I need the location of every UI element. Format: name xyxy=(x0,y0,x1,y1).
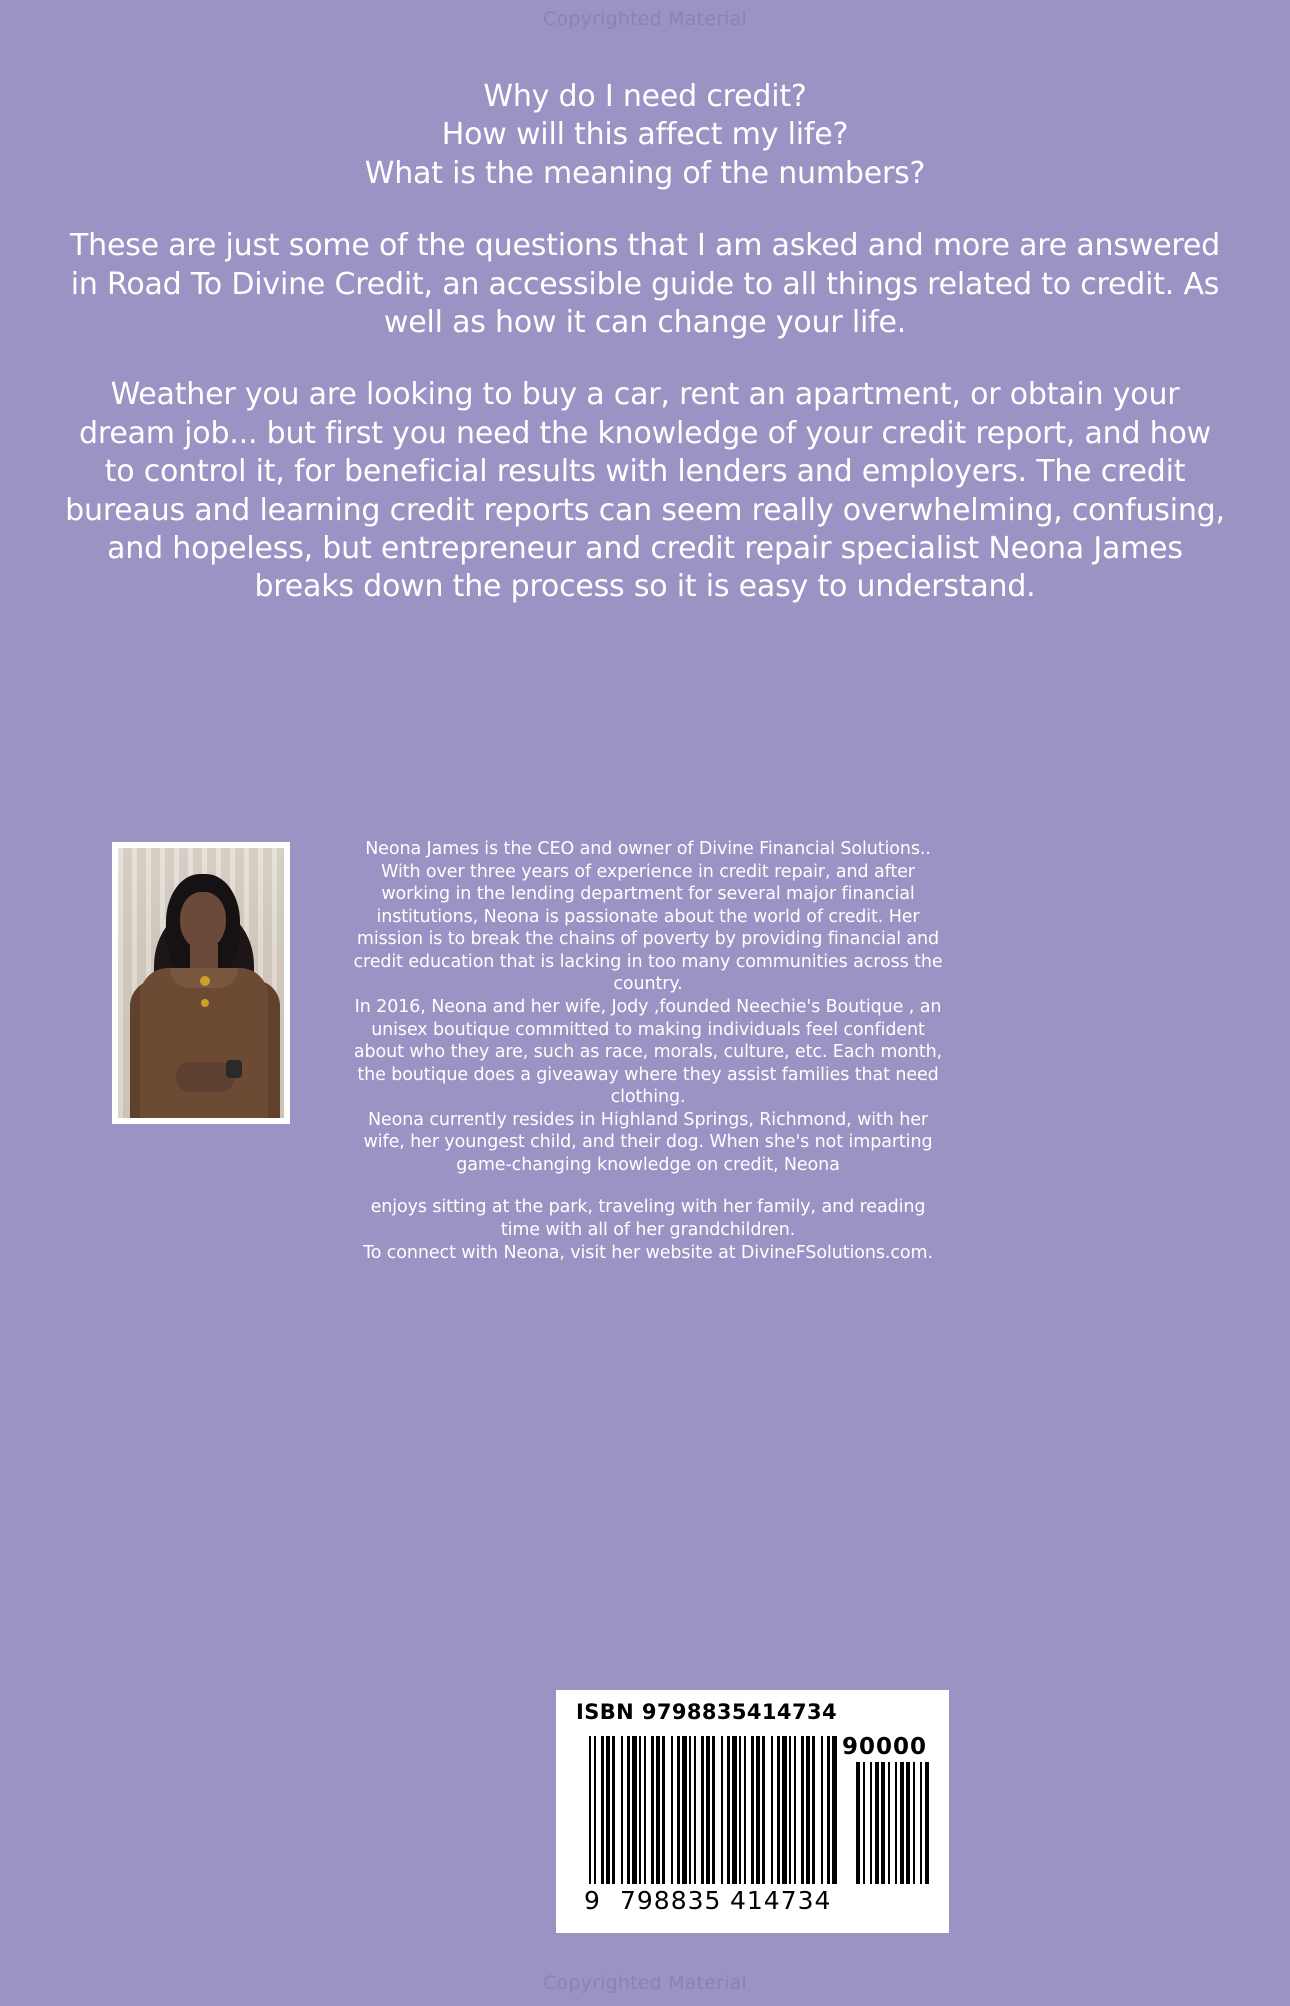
barcode-bar xyxy=(589,1736,591,1884)
author-bio-paragraph-5: To connect with Neona, visit her website at DivineFSolutions.com. xyxy=(363,1242,933,1263)
barcode-bar xyxy=(920,1762,922,1884)
barcode-bar xyxy=(789,1736,791,1884)
barcode-digit-group-1: 798835 xyxy=(620,1886,722,1915)
author-bio xyxy=(352,838,944,1264)
barcode-bar xyxy=(744,1736,746,1884)
barcode-bar xyxy=(739,1736,741,1884)
barcode-bar xyxy=(913,1762,915,1884)
author-bio-paragraph-1: Neona James is the CEO and owner of Divine Financial Solutions.. With over three years of experience in credit repair, and after working in the lending department for several major financial institutions, Neona is passionate about the world of credit. Her mission is to break the chains of poverty by providing financial and credit education that is lacking in too many communities across the country. xyxy=(353,839,943,995)
barcode-bar xyxy=(662,1736,665,1884)
barcode-digits xyxy=(584,1886,844,1916)
barcode-bar xyxy=(606,1736,610,1884)
barcode-bar xyxy=(677,1736,680,1884)
author-photo-image xyxy=(118,848,284,1118)
barcode-bar xyxy=(906,1762,910,1884)
barcode-bar xyxy=(771,1736,773,1884)
barcode-bar xyxy=(900,1762,904,1884)
barcode-bar xyxy=(782,1736,787,1884)
barcode-bar xyxy=(812,1736,815,1884)
barcode-bar xyxy=(627,1736,630,1884)
barcode-bar xyxy=(632,1736,637,1884)
barcode-bar xyxy=(870,1762,872,1884)
portrait-necklace xyxy=(200,976,210,986)
barcode-digit-left: 9 xyxy=(584,1886,601,1915)
barcode-bar xyxy=(639,1736,641,1884)
barcode-bar xyxy=(732,1736,737,1884)
author-bio-paragraph-3: Neona currently resides in Highland Springs, Richmond, with her wife, her youngest child, and their dog. When she's not imparting game-changing knowledge on credit, Neona xyxy=(363,1109,933,1175)
barcode-bar xyxy=(644,1736,646,1884)
portrait-torso xyxy=(140,968,268,1118)
barcode-bar xyxy=(712,1736,715,1884)
barcode-bar xyxy=(762,1736,765,1884)
blurb-questions xyxy=(62,78,1228,193)
barcode-bar xyxy=(801,1736,804,1884)
author-bio-paragraph-2: In 2016, Neona and her wife, Jody ,founded Neechie's Boutique , an unisex boutique committed to making individuals feel confident about who they are, such as race, morals, culture, etc. Each month, the boutique does a giveaway where they assist families that need clothing. xyxy=(353,996,943,1108)
author-bio-paragraph-4: enjoys sitting at the park, traveling with her family, and reading time with all of her grandchildren. xyxy=(370,1197,926,1240)
barcode-bar xyxy=(721,1736,723,1884)
barcode-bar xyxy=(856,1762,860,1884)
barcode-block xyxy=(556,1690,949,1933)
blurb-question-2: How will this affect my life? xyxy=(441,117,849,153)
barcode-bar xyxy=(875,1762,879,1884)
barcode-addon-bars xyxy=(856,1762,932,1884)
barcode-digit-group-2: 414734 xyxy=(730,1886,832,1915)
barcode-bar xyxy=(612,1736,615,1884)
copyright-watermark-top: Copyrighted Material xyxy=(543,8,747,30)
barcode-bar xyxy=(806,1736,810,1884)
barcode-bar xyxy=(689,1736,691,1884)
barcode-bar xyxy=(777,1736,780,1884)
barcode-bar xyxy=(895,1762,897,1884)
barcode-main-bars xyxy=(589,1736,835,1884)
portrait-watch xyxy=(226,1060,242,1078)
barcode-bar xyxy=(821,1736,823,1884)
barcode-bar xyxy=(701,1736,704,1884)
barcode-bar xyxy=(751,1736,754,1884)
portrait-face xyxy=(180,892,226,950)
barcode-bar xyxy=(621,1736,623,1884)
barcode-bar xyxy=(827,1736,830,1884)
barcode-bar xyxy=(925,1762,929,1884)
barcode-bar xyxy=(656,1736,660,1884)
blurb-paragraph-2: Weather you are looking to buy a car, rent an apartment, or obtain your dream job... but first you need the knowledge of your credit report, and how to control it, for beneficial results with lenders and employers. The credit bureaus and learning credit reports can seem really overwhelming, confusing, and hopeless, but entrepreneur and credit repair specialist Neona James breaks down the process so it is easy to understand. xyxy=(65,377,1225,605)
barcode-bar xyxy=(682,1736,687,1884)
copyright-watermark-bottom: Copyrighted Material xyxy=(543,1972,747,1994)
back-cover-blurb xyxy=(62,78,1228,607)
barcode-bar xyxy=(594,1736,596,1884)
price-code-label: 90000 xyxy=(841,1734,927,1760)
barcode-bar xyxy=(694,1736,696,1884)
barcode-bar xyxy=(756,1736,760,1884)
author-photo xyxy=(112,842,290,1124)
blurb-paragraph-1: These are just some of the questions that I am asked and more are answered in Road To Divine Credit, an accessible guide to all things related to credit. As well as how it can change your life. xyxy=(70,228,1220,340)
isbn-label: ISBN 9798835414734 xyxy=(576,1700,837,1724)
barcode-bar xyxy=(888,1762,890,1884)
barcode-bar xyxy=(794,1736,796,1884)
barcode-bar xyxy=(863,1762,865,1884)
barcode-bar xyxy=(727,1736,730,1884)
blurb-question-3: What is the meaning of the numbers? xyxy=(364,155,926,191)
barcode-bar xyxy=(881,1762,885,1884)
barcode-bar xyxy=(601,1736,604,1884)
barcode-bar xyxy=(651,1736,654,1884)
barcode-bar xyxy=(706,1736,710,1884)
barcode-bar xyxy=(832,1736,837,1884)
barcode-bar xyxy=(671,1736,673,1884)
blurb-question-1: Why do I need credit? xyxy=(483,79,807,114)
